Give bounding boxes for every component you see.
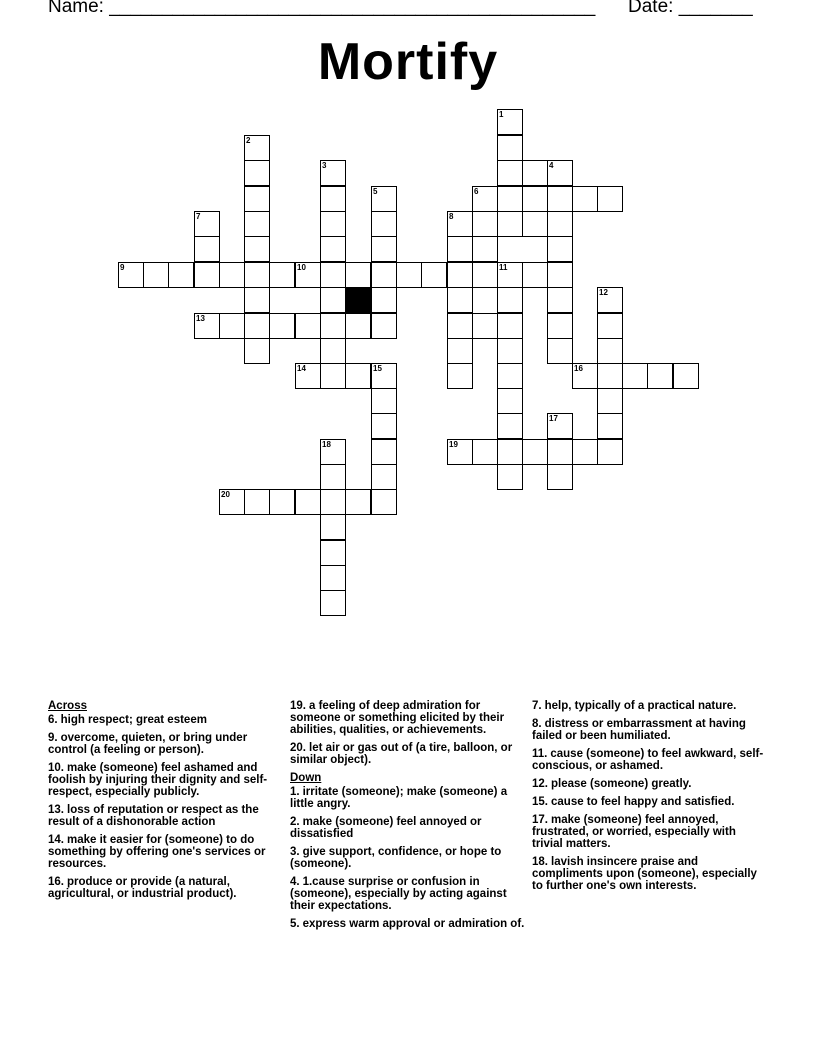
- crossword-cell[interactable]: [244, 160, 270, 186]
- crossword-cell[interactable]: [295, 313, 321, 339]
- down-clue: [532, 718, 768, 742]
- crossword-cell[interactable]: [194, 211, 220, 237]
- crossword-cell[interactable]: [497, 262, 523, 288]
- clue-number: 6.: [48, 714, 58, 726]
- down-clue: [532, 700, 768, 712]
- clue-number: 13.: [48, 804, 64, 816]
- crossword-cell[interactable]: [497, 464, 523, 490]
- crossword-cell[interactable]: [244, 186, 270, 212]
- clue-column-2: [290, 700, 526, 936]
- crossword-cell[interactable]: [320, 363, 346, 389]
- crossword-cell[interactable]: [244, 211, 270, 237]
- clue-number: 15.: [532, 796, 548, 808]
- clue-text: express warm approval or admiration of.: [302, 918, 525, 930]
- down-clue: [532, 748, 768, 772]
- clue-text: let air or gas out of (a tire, balloon, or similar object).: [290, 742, 513, 766]
- crossword-cell[interactable]: [572, 363, 598, 389]
- crossword-cell[interactable]: [320, 338, 346, 364]
- across-clue: [48, 714, 284, 726]
- crossword-cell[interactable]: [295, 262, 321, 288]
- crossword-cell[interactable]: [269, 489, 295, 515]
- clue-number: 2: [246, 136, 251, 145]
- crossword-cell[interactable]: [269, 262, 295, 288]
- across-clue: [48, 762, 284, 798]
- clue-number: 10.: [48, 762, 64, 774]
- crossword-cell[interactable]: [447, 363, 473, 389]
- crossword-cell[interactable]: [547, 338, 573, 364]
- crossword-cell[interactable]: [371, 211, 397, 237]
- crossword-cell[interactable]: [497, 287, 523, 313]
- clue-number: 12: [599, 288, 608, 297]
- clue-number: 14: [297, 364, 306, 373]
- clue-text: make (someone) feel ashamed and foolish by injuring their dignity and self-respect, especially publicly.: [48, 762, 268, 798]
- crossword-cell[interactable]: [447, 287, 473, 313]
- crossword-cell[interactable]: [497, 363, 523, 389]
- clue-text: distress or embarrassment at having failed or been humiliated.: [532, 718, 746, 742]
- crossword-cell[interactable]: [345, 313, 371, 339]
- crossword-cell[interactable]: [522, 211, 548, 237]
- clue-text: please (someone) greatly.: [551, 778, 692, 790]
- clue-text: cause to feel happy and satisfied.: [551, 796, 735, 808]
- crossword-cell[interactable]: [522, 186, 548, 212]
- crossword-cell[interactable]: [320, 514, 346, 540]
- crossword-cell[interactable]: [597, 313, 623, 339]
- crossword-cell[interactable]: [547, 160, 573, 186]
- crossword-cell[interactable]: [219, 489, 245, 515]
- clue-text: cause (someone) to feel awkward, self-conscious, or ashamed.: [532, 748, 764, 772]
- crossword-cell[interactable]: [497, 338, 523, 364]
- clue-text: lavish insincere praise and compliments upon (someone), especially to further one's own interests.: [532, 856, 757, 892]
- crossword-cell[interactable]: [244, 236, 270, 262]
- crossword-cell[interactable]: [597, 287, 623, 313]
- clue-number: 4.: [290, 876, 300, 888]
- crossword-cell[interactable]: [320, 439, 346, 465]
- down-clue: [290, 846, 526, 870]
- crossword-cell[interactable]: [244, 489, 270, 515]
- clue-text: high respect; great esteem: [60, 714, 207, 726]
- crossword-cell[interactable]: [447, 211, 473, 237]
- crossword-cell[interactable]: [168, 262, 194, 288]
- crossword-cell[interactable]: [597, 413, 623, 439]
- crossword-cell[interactable]: [547, 211, 573, 237]
- down-clue: [290, 918, 526, 930]
- crossword-cell[interactable]: [320, 236, 346, 262]
- clue-number: 1: [499, 110, 504, 119]
- crossword-cell[interactable]: [447, 236, 473, 262]
- clue-number: 19: [449, 440, 458, 449]
- crossword-cell[interactable]: [447, 313, 473, 339]
- crossword-cell[interactable]: [547, 439, 573, 465]
- clue-text: give support, confidence, or hope to (someone).: [290, 846, 502, 870]
- crossword-cell[interactable]: [673, 363, 699, 389]
- clue-text: make (someone) feel annoyed or dissatisfied: [290, 816, 482, 840]
- clue-number: 12.: [532, 778, 548, 790]
- crossword-cell[interactable]: [572, 186, 598, 212]
- crossword-cell[interactable]: [371, 236, 397, 262]
- crossword-cell[interactable]: [371, 287, 397, 313]
- clue-number: 9.: [48, 732, 58, 744]
- across-clue: [48, 804, 284, 828]
- clue-number: 4: [549, 161, 554, 170]
- crossword-cell[interactable]: [472, 313, 498, 339]
- crossword-cell[interactable]: [647, 363, 673, 389]
- crossword-cell[interactable]: [371, 363, 397, 389]
- crossword-cell[interactable]: [320, 313, 346, 339]
- clue-number: 3: [322, 161, 327, 170]
- crossword-cell[interactable]: [547, 262, 573, 288]
- clue-number: 17: [549, 414, 558, 423]
- crossword-cell[interactable]: [345, 363, 371, 389]
- clue-number: 16: [574, 364, 583, 373]
- down-clue: [532, 796, 768, 808]
- crossword-cell[interactable]: [421, 262, 447, 288]
- clue-number: 7.: [532, 700, 542, 712]
- crossword-cell[interactable]: [320, 262, 346, 288]
- crossword-cell[interactable]: [447, 338, 473, 364]
- crossword-cell[interactable]: [320, 287, 346, 313]
- clue-number: 6: [474, 187, 479, 196]
- clue-number: 18.: [532, 856, 548, 868]
- clue-number: 8.: [532, 718, 542, 730]
- clue-number: 16.: [48, 876, 64, 888]
- clue-text: 1.cause surprise or confusion in (someone), especially by acting against their expectations.: [290, 876, 507, 912]
- crossword-cell[interactable]: [320, 464, 346, 490]
- crossword-cell[interactable]: [371, 439, 397, 465]
- clue-number: 9: [120, 263, 125, 272]
- clue-column-3: [532, 700, 768, 898]
- clue-number: 15: [373, 364, 382, 373]
- crossword-cell[interactable]: [371, 186, 397, 212]
- crossword-cell[interactable]: [472, 262, 498, 288]
- crossword-cell[interactable]: [572, 439, 598, 465]
- clue-text: make it easier for (someone) to do something by offering one's services or resources.: [48, 834, 266, 870]
- crossword-cell[interactable]: [522, 262, 548, 288]
- crossword-cell[interactable]: [371, 262, 397, 288]
- crossword-cell[interactable]: [547, 287, 573, 313]
- crossword-cell[interactable]: [143, 262, 169, 288]
- clue-number: 1.: [290, 786, 300, 798]
- crossword-cell[interactable]: [244, 262, 270, 288]
- crossword-cell[interactable]: [396, 262, 422, 288]
- across-clue: [290, 742, 526, 766]
- clue-number: 11.: [532, 748, 548, 760]
- crossword-cell[interactable]: [597, 388, 623, 414]
- clue-column-1: [48, 700, 284, 906]
- clue-number: 5.: [290, 918, 300, 930]
- crossword-cell[interactable]: [345, 262, 371, 288]
- black-cell: [345, 287, 371, 313]
- crossword-cell[interactable]: [194, 313, 220, 339]
- clue-number: 14.: [48, 834, 64, 846]
- down-clue: [532, 814, 768, 850]
- crossword-cell[interactable]: [320, 540, 346, 566]
- clue-number: 5: [373, 187, 378, 196]
- name-field-label[interactable]: Name: ______________________________________________: [48, 0, 596, 17]
- crossword-cell[interactable]: [371, 413, 397, 439]
- crossword-cell[interactable]: [320, 565, 346, 591]
- crossword-cell[interactable]: [118, 262, 144, 288]
- crossword-cell[interactable]: [497, 313, 523, 339]
- crossword-cell[interactable]: [447, 262, 473, 288]
- clue-text: make (someone) feel annoyed, frustrated, or worried, especially with trivial matters.: [532, 814, 736, 850]
- crossword-cell[interactable]: [472, 236, 498, 262]
- across-clue: [48, 834, 284, 870]
- clue-number: 19.: [290, 700, 306, 712]
- crossword-cell[interactable]: [320, 211, 346, 237]
- clue-number: 8: [449, 212, 454, 221]
- down-clue: [532, 856, 768, 892]
- crossword-cell[interactable]: [597, 439, 623, 465]
- crossword-cell[interactable]: [320, 186, 346, 212]
- crossword-cell[interactable]: [522, 160, 548, 186]
- crossword-cell[interactable]: [371, 388, 397, 414]
- crossword-cell[interactable]: [497, 413, 523, 439]
- crossword-cell[interactable]: [219, 313, 245, 339]
- crossword-cell[interactable]: [497, 160, 523, 186]
- crossword-cell[interactable]: [597, 338, 623, 364]
- down-heading: Down: [290, 772, 322, 784]
- crossword-cell[interactable]: [547, 313, 573, 339]
- crossword-cell[interactable]: [320, 489, 346, 515]
- crossword-cell[interactable]: [497, 388, 523, 414]
- crossword-cell[interactable]: [371, 489, 397, 515]
- across-clue: [48, 732, 284, 756]
- crossword-cell[interactable]: [295, 489, 321, 515]
- clue-text: irritate (someone); make (someone) a little angry.: [290, 786, 508, 810]
- clue-number: 20: [221, 490, 230, 499]
- date-field-label[interactable]: Date: _______: [628, 0, 753, 17]
- clue-text: overcome, quieten, or bring under control (a feeling or person).: [48, 732, 248, 756]
- crossword-cell[interactable]: [194, 236, 220, 262]
- crossword-cell[interactable]: [472, 211, 498, 237]
- down-clue: [290, 816, 526, 840]
- crossword-cell[interactable]: [472, 439, 498, 465]
- across-heading: Across: [48, 700, 87, 712]
- crossword-cell[interactable]: [472, 186, 498, 212]
- crossword-cell[interactable]: [497, 109, 523, 135]
- crossword-cell[interactable]: [547, 464, 573, 490]
- across-clue: [290, 700, 526, 736]
- crossword-cell[interactable]: [622, 363, 648, 389]
- puzzle-title: Mortify: [317, 33, 499, 91]
- crossword-cell[interactable]: [244, 313, 270, 339]
- crossword-cell[interactable]: [597, 363, 623, 389]
- crossword-cell[interactable]: [320, 160, 346, 186]
- crossword-cell[interactable]: [547, 413, 573, 439]
- crossword-cell[interactable]: [497, 186, 523, 212]
- crossword-cell[interactable]: [447, 439, 473, 465]
- crossword-cell[interactable]: [244, 338, 270, 364]
- clue-text: loss of reputation or respect as the result of a dishonorable action: [48, 804, 259, 828]
- crossword-cell[interactable]: [269, 313, 295, 339]
- clue-number: 2.: [290, 816, 300, 828]
- clue-number: 7: [196, 212, 201, 221]
- clue-number: 3.: [290, 846, 300, 858]
- crossword-cell[interactable]: [597, 186, 623, 212]
- crossword-cell[interactable]: [547, 236, 573, 262]
- crossword-cell[interactable]: [371, 313, 397, 339]
- crossword-cell[interactable]: [320, 590, 346, 616]
- clue-number: 10: [297, 263, 306, 272]
- down-clue: [290, 786, 526, 810]
- crossword-cell[interactable]: [194, 262, 220, 288]
- crossword-cell[interactable]: [219, 262, 245, 288]
- clue-number: 17.: [532, 814, 548, 826]
- down-clue: [290, 876, 526, 912]
- clue-text: help, typically of a practical nature.: [544, 700, 737, 712]
- clue-text: a feeling of deep admiration for someone or something elicited by their abilities, qualities, or achievements.: [290, 700, 505, 736]
- crossword-cell[interactable]: [547, 186, 573, 212]
- clue-number: 13: [196, 314, 205, 323]
- crossword-cell[interactable]: [497, 135, 523, 161]
- crossword-cell[interactable]: [522, 439, 548, 465]
- crossword-cell[interactable]: [244, 135, 270, 161]
- crossword-cell[interactable]: [295, 363, 321, 389]
- down-clue: [532, 778, 768, 790]
- crossword-cell[interactable]: [371, 464, 397, 490]
- crossword-cell[interactable]: [497, 439, 523, 465]
- crossword-cell[interactable]: [345, 489, 371, 515]
- clue-text: produce or provide (a natural, agricultural, or industrial product).: [48, 876, 237, 900]
- clue-number: 11: [499, 263, 508, 272]
- clue-number: 20.: [290, 742, 306, 754]
- crossword-cell[interactable]: [497, 211, 523, 237]
- crossword-cell[interactable]: [244, 287, 270, 313]
- across-clue: [48, 876, 284, 900]
- clue-number: 18: [322, 440, 331, 449]
